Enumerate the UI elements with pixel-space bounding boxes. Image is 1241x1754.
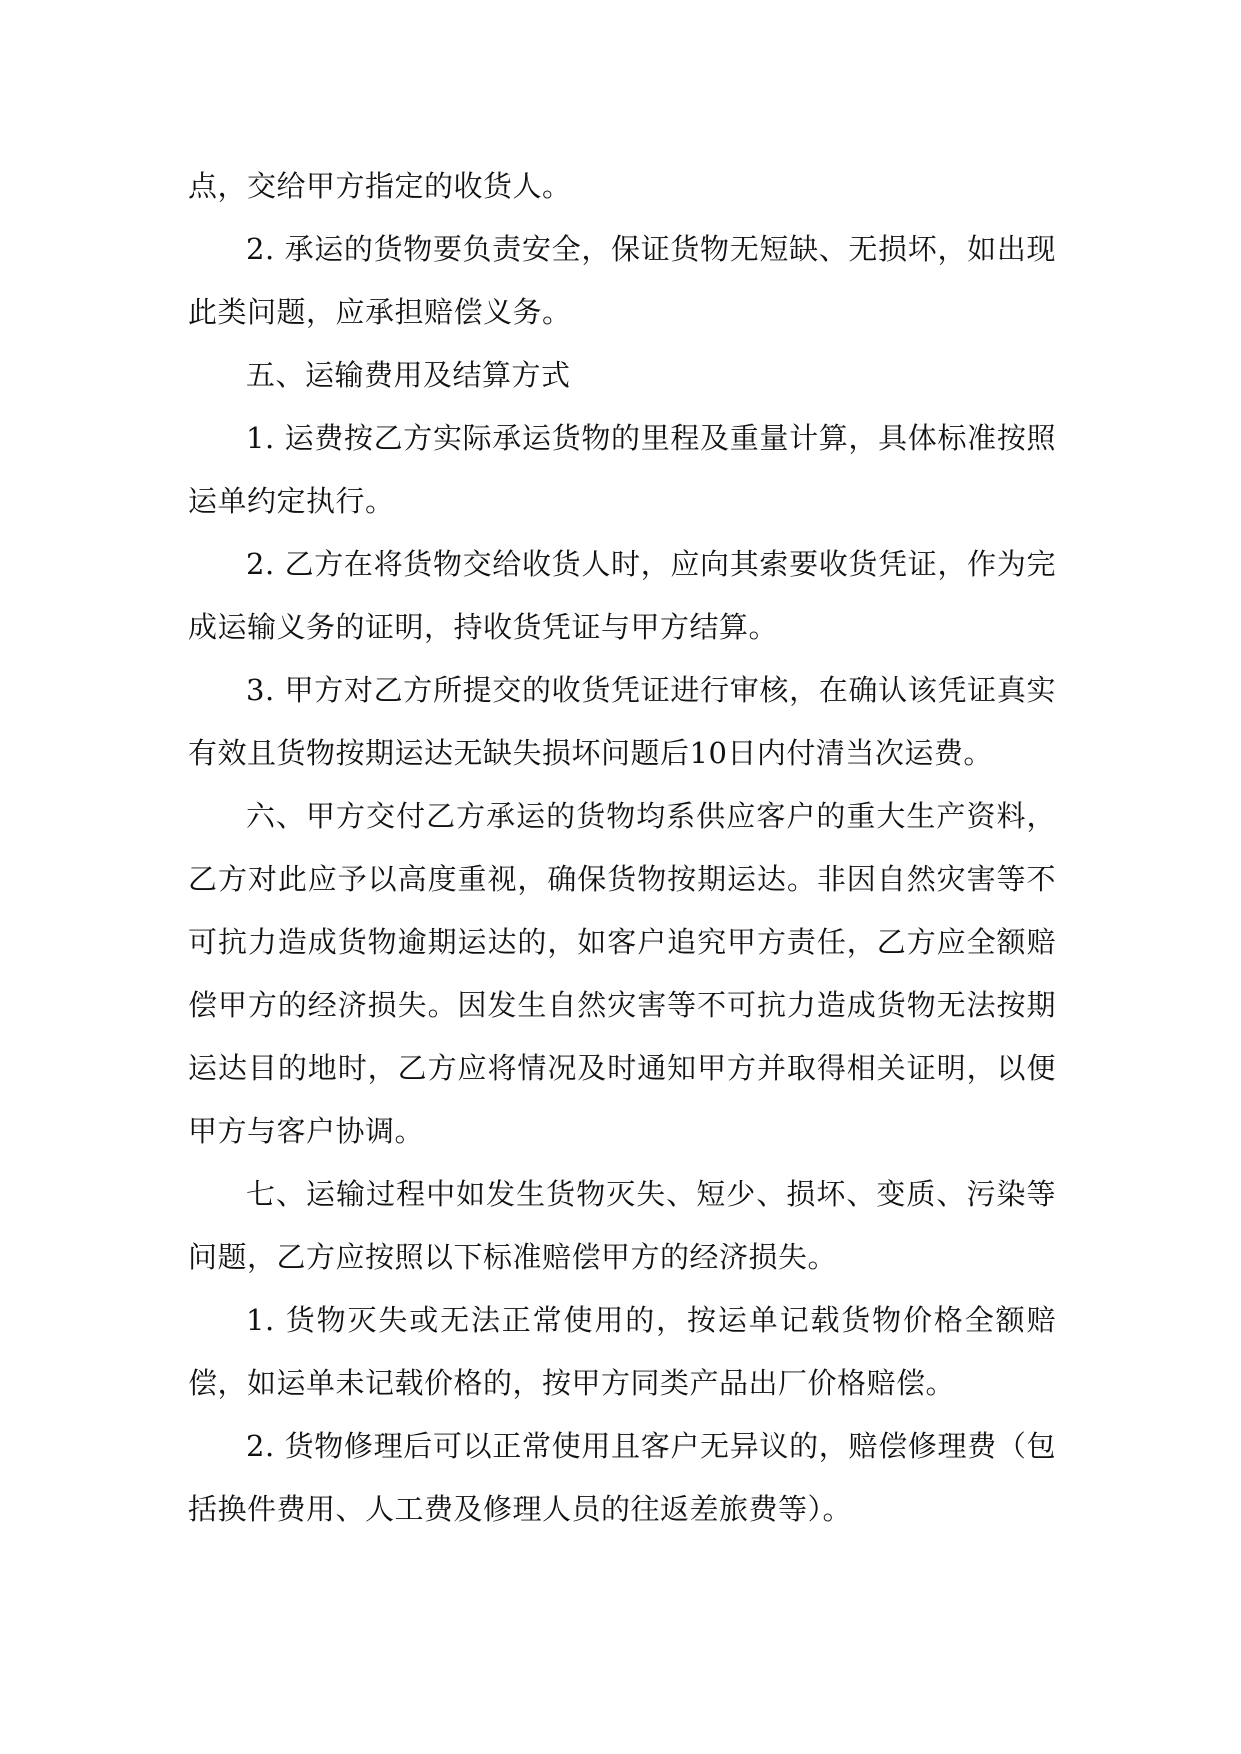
- section-7-paragraph: 七、运输过程中如发生货物灭失、短少、损坏、变质、污染等问题，乙方应按照以下标准赔偿甲方的经济损失。: [188, 1177, 1056, 1274]
- paragraph-clause-5-1: 1. 运费按乙方实际承运货物的里程及重量计算，具体标准按照运单约定执行。: [188, 421, 1056, 518]
- paragraph-clause-5-3: 3. 甲方对乙方所提交的收货凭证进行审核，在确认该凭证真实有效且货物按期运达无缺失损坏问题后10日内付清当次运费。: [188, 673, 1056, 770]
- section-6-paragraph: 六、甲方交付乙方承运的货物均系供应客户的重大生产资料，乙方对此应予以高度重视，确保货物按期运达。非因自然灾害等不可抗力造成货物逾期运达的，如客户追究甲方责任，乙方应全额赔偿甲方的经济损失。因发生自然灾害等不可抗力造成货物无法按期运达目的地时，乙方应将情况及时通知甲方并取得相关证明，以便甲方与客户协调。: [188, 799, 1056, 1148]
- section-heading-5: 五、运输费用及结算方式: [246, 358, 571, 392]
- paragraph-continuation: 点，交给甲方指定的收货人。: [188, 169, 572, 203]
- paragraph-clause-5-2: 2. 乙方在将货物交给收货人时，应向其索要收货凭证，作为完成运输义务的证明，持收货凭证与甲方结算。: [188, 547, 1056, 644]
- paragraph-clause-7-1: 1. 货物灭失或无法正常使用的，按运单记载货物价格全额赔偿，如运单未记载价格的，按甲方同类产品出厂价格赔偿。: [188, 1303, 1056, 1400]
- document-body: [188, 155, 1056, 1541]
- paragraph-clause-4-2: 2. 承运的货物要负责安全，保证货物无短缺、无损坏，如出现此类问题，应承担赔偿义务。: [188, 232, 1056, 329]
- paragraph-clause-7-2: 2. 货物修理后可以正常使用且客户无异议的，赔偿修理费（包括换件费用、人工费及修理人员的往返差旅费等）。: [188, 1429, 1056, 1526]
